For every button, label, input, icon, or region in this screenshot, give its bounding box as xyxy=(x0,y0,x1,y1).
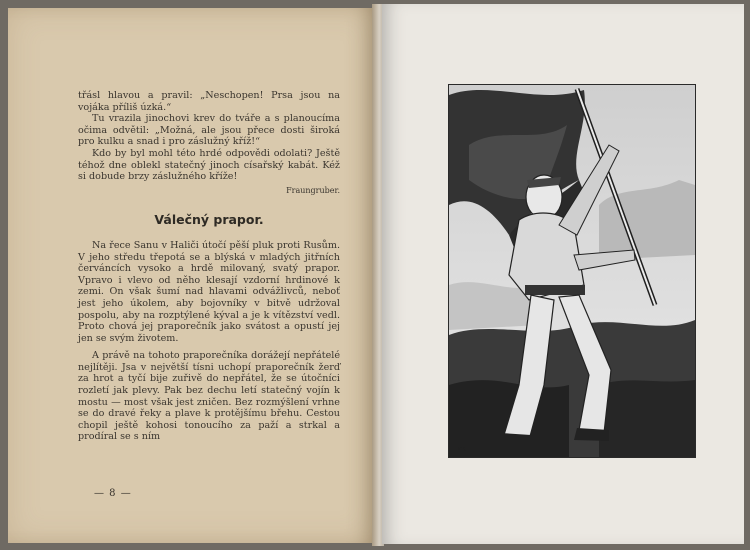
flag-bearer-illustration xyxy=(448,84,696,458)
left-page-text xyxy=(78,90,340,443)
paragraph-1: třásl hlavou a pravil: „Neschopen! Prsa jsou na vojáka příliš úzká.“ xyxy=(78,90,340,113)
paragraph-5: A právě na tohoto praporečníka dorážejí nepřátelé nejlítěji. Jsa v největší tísni uchopí praporečník žerď za hrot a tyčí bije zuřivě do nepřátel, že se útočníci rozletí jak plevy. Pak bez dechu letí statečný vojín k mostu — most však jest zničen. Bez rozmýšlení vrhne se do dravé řeky a plave k protějšímu břehu. Cestou chopil ještě kohosi tonoucího za paží a strkal a prodíral se s ním xyxy=(78,350,340,443)
paragraph-4: Na řece Sanu v Haliči útočí pěší pluk proti Rusům. V jeho středu třepotá se a blýská v mladých jitřních červáncích vysoko a hrdě milovaný, svatý prapor. Vpravo i vlevo od něho klesají vzdorní hrdinové k zemi. On však šumí nad hlavami odvážlivců, neboť jest jeho úkolem, aby bojovníky v bitvě udržoval pospolu, aby na rozptýlené kýval a je k vítězství vedl. Proto chová jej praporečník jako svátost a opustí jej jen se svým životem. xyxy=(78,239,340,344)
paragraph-3: Kdo by byl mohl této hrdé odpovědi odolati? Ještě téhož dne oblekl statečný jinoch císařský kabát. Kéž si dobude brzy záslužného kříže! xyxy=(78,147,340,183)
illustration-signature: MK xyxy=(457,446,467,453)
section-heading: Válečný prapor. xyxy=(154,212,264,228)
paragraph-2: Tu vrazila jinochovi krev do tváře a s planoucíma očima odvětil: „Možná, ale jsou přece dosti široká pro kulku a snad i pro záslužný kříž!“ xyxy=(78,113,340,148)
page-number: — 8 — xyxy=(94,488,132,499)
author-signature: Fraungruber. xyxy=(286,185,340,195)
left-page xyxy=(8,8,376,543)
illustration-drawing xyxy=(449,85,695,457)
